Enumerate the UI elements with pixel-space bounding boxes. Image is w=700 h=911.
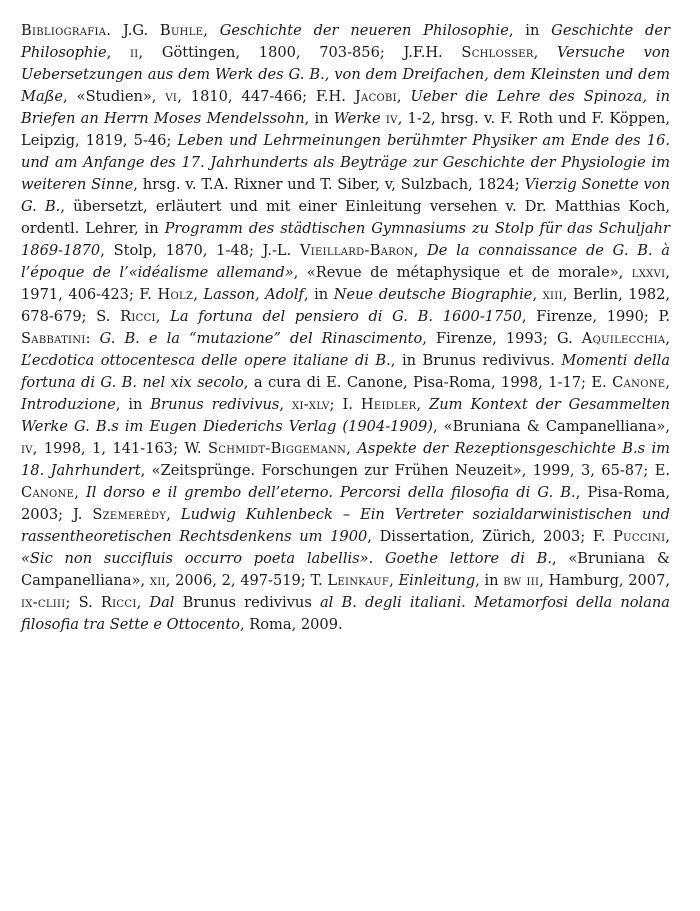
citation-text: , Dissertation, Zürich, 2003; F.	[367, 528, 614, 545]
italic-title-text: Ludwig Kuhlenbeck – Ein Vertreter sozialdarwinistischen und rassentheoretischen Rechtsdenkens um 1900	[21, 506, 670, 545]
small-caps-text: Schlosser	[461, 44, 534, 61]
citation-text: , in	[475, 572, 504, 589]
citation-text: ,	[346, 440, 358, 457]
citation-text: , Firenze, 1990; P.	[521, 308, 670, 325]
small-caps-text: Heidler	[360, 396, 417, 413]
small-caps-text: iv	[21, 440, 33, 457]
italic-title-text: Lasson, Adolf	[203, 286, 304, 303]
small-caps-text: Jacobi	[354, 88, 397, 105]
citation-text: ,	[533, 44, 557, 61]
small-caps-text: Buhle	[159, 22, 204, 39]
citation-text: ,	[396, 88, 411, 105]
citation-text: ,	[203, 22, 220, 39]
small-caps-text: bw iii	[503, 572, 540, 589]
citation-text: , hrsg. v. T.A. Rixner und T. Siber, v, Sulzbach, 1824;	[133, 176, 525, 193]
citation-text: , 1-2, hrsg. v. F. Roth und F. Köppen, Leipzig, 1819, 5-46;	[21, 110, 671, 149]
citation-text: ,	[136, 594, 150, 611]
citation-text: J.G.	[111, 22, 160, 39]
small-caps-text: Aquilecchia	[581, 330, 666, 347]
citation-text: , Göttingen, 1800, 703-856; J.F.H.	[138, 44, 462, 61]
small-caps-text: lxxvi	[631, 264, 666, 281]
citation-text: ; S.	[65, 594, 101, 611]
citation-text: ,	[389, 572, 399, 589]
citation-text: , Firenze, 1993; G.	[422, 330, 582, 347]
citation-text: , Berlin, 1982, 678-679; S.	[21, 286, 671, 325]
italic-title-text: Dal	[149, 594, 175, 611]
italic-title-text: Versuche von Uebersetzungen aus dem Werk des G. B., von dem Dreifachen, dem Kleinsten und dem Maße	[21, 44, 671, 105]
italic-title-text: al B. degli italiani. Metamorfosi della nolana filosofia tra Sette e Ottocento	[21, 594, 671, 633]
italic-title-text: Ueber die Lehre des Spinoza, in Briefen an Herrn Moses Mendelssohn	[21, 88, 670, 127]
italic-title-text: Brunus redivivus	[150, 396, 280, 413]
citation-text: , in	[115, 396, 151, 413]
citation-text: , Stolp, 1870, 1-48; J.-L.	[100, 242, 300, 259]
small-caps-text: Vieillard-Baron	[299, 242, 414, 259]
italic-title-text: Momenti della fortuna di G. B. nel xix secolo	[21, 352, 670, 391]
small-caps-text: Szemerédy	[92, 506, 167, 523]
small-caps-text: Sabbatini	[21, 330, 86, 347]
small-caps-text: Canone	[612, 374, 666, 391]
citation-text: , in	[303, 286, 334, 303]
citation-text: ,	[106, 44, 130, 61]
small-caps-text: xi-xlv	[292, 396, 330, 413]
citation-text: ,	[193, 286, 204, 303]
small-caps-text: Puccini	[613, 528, 666, 545]
small-caps-text: vi	[165, 88, 178, 105]
small-caps-text: Canone	[21, 484, 75, 501]
bibliography-heading: Bibliografia.	[21, 22, 112, 39]
citation-text: , übersetzt, erläutert und mit einer Einleitung versehen v. Dr. Matthias Koch, ordentl. Lehrer, in	[21, 198, 670, 237]
citation-text: , «Revue de métaphysique et de morale»,	[293, 264, 632, 281]
italic-title-text: Werke	[333, 110, 381, 127]
citation-text: ,	[532, 286, 543, 303]
small-caps-text: ix-cliii	[21, 594, 66, 611]
citation-text: ,	[413, 242, 428, 259]
small-caps-text: Ricci	[100, 594, 137, 611]
italic-title-text: Leben und Lehrmeinungen berühmter Physiker am Ende des 16. und am Anfange des 17. Jahrhunderts als Beyträge zur Geschichte der Physiologie im weiteren Sinne	[21, 132, 670, 193]
citation-text: ,	[665, 528, 670, 545]
citation-text: Brunus redivivus	[174, 594, 320, 611]
italic-title-text: Vierzig Sonette von G. B.	[21, 176, 670, 215]
citation-text: ,	[279, 396, 293, 413]
italic-title-text: «Sic non succifluis occurro poeta labellis». Goethe lettore di B.	[21, 550, 552, 567]
italic-title-text: Neue deutsche Biographie	[333, 286, 533, 303]
italic-title-text: Zum Kontext der Gesammelten Werke G. B.s im Eugen Diederichs Verlag (1904-1909)	[21, 396, 671, 435]
citation-text: ,	[665, 330, 670, 347]
citation-text: ,	[155, 308, 171, 325]
citation-text: , «Bruniana & Campanelliana»,	[433, 418, 670, 435]
citation-text: , «Bruniana & Campanelliana»,	[21, 550, 670, 589]
italic-title-text: Einleitung	[398, 572, 476, 589]
citation-text: , «Zeitsprünge. Forschungen zur Frühen Neuzeit», 1999, 3, 65-87; E.	[140, 462, 670, 479]
citation-text: , «Studien»,	[63, 88, 166, 105]
small-caps-text: Schmidt-Biggemann	[208, 440, 347, 457]
small-caps-text: xiii	[542, 286, 563, 303]
citation-text: , Roma, 2009.	[239, 616, 343, 633]
citation-text: , Pisa-Roma, 2003; J.	[21, 484, 671, 523]
citation-text: , in	[304, 110, 334, 127]
citation-text: :	[85, 330, 100, 347]
small-caps-text: Ricci	[120, 308, 156, 325]
italic-title-text: La fortuna del pensiero di G. B. 1600-1750	[170, 308, 522, 325]
italic-title-text: Aspekte der Rezeptionsgeschichte B.s im 18. Jahrhundert	[21, 440, 671, 479]
citation-text: , 2006, 2, 497-519; T.	[165, 572, 328, 589]
bibliography-paragraph	[21, 20, 670, 636]
italic-title-text: Introduzione	[21, 396, 116, 413]
small-caps-text: Holz	[157, 286, 194, 303]
italic-title-text: L’ecdotica ottocentesca delle opere italiane di B.	[21, 352, 391, 369]
small-caps-text: iv	[385, 110, 398, 127]
citation-text: , 1971, 406-423; F.	[21, 264, 670, 303]
citation-text: , Hamburg, 2007,	[539, 572, 671, 589]
small-caps-text: Leinkauf	[327, 572, 390, 589]
citation-text: ,	[74, 484, 86, 501]
citation-text: , in	[508, 22, 552, 39]
citation-text: ,	[665, 374, 670, 391]
italic-title-text: Il dorso e il grembo dell’eterno. Percorsi della filosofia di G. B.	[85, 484, 576, 501]
citation-text: ; I.	[329, 396, 361, 413]
citation-text: , a cura di E. Canone, Pisa-Roma, 1998, 1-17; E.	[243, 374, 613, 391]
citation-text: , in Brunus redivivus.	[390, 352, 562, 369]
small-caps-text: ii	[130, 44, 139, 61]
italic-title-text: Geschichte der Philosophie	[21, 22, 670, 61]
bibliography-entries	[21, 22, 670, 633]
italic-title-text: Geschichte der neueren Philosophie	[219, 22, 509, 39]
citation-text: , 1810, 447-466; F.H.	[177, 88, 355, 105]
small-caps-text: xii	[149, 572, 166, 589]
italic-title-text: Programm des städtischen Gymnasiums zu Stolp für das Schuljahr 1869-1870	[21, 220, 670, 259]
citation-text: ,	[416, 396, 430, 413]
italic-title-text: G. B. e la “mutazione” del Rinascimento	[99, 330, 423, 347]
citation-text: ,	[166, 506, 181, 523]
citation-text: , 1998, 1, 141-163; W.	[32, 440, 208, 457]
italic-title-text: De la connaissance de G. B. à l’époque de l’«idéalisme allemand»	[21, 242, 671, 281]
